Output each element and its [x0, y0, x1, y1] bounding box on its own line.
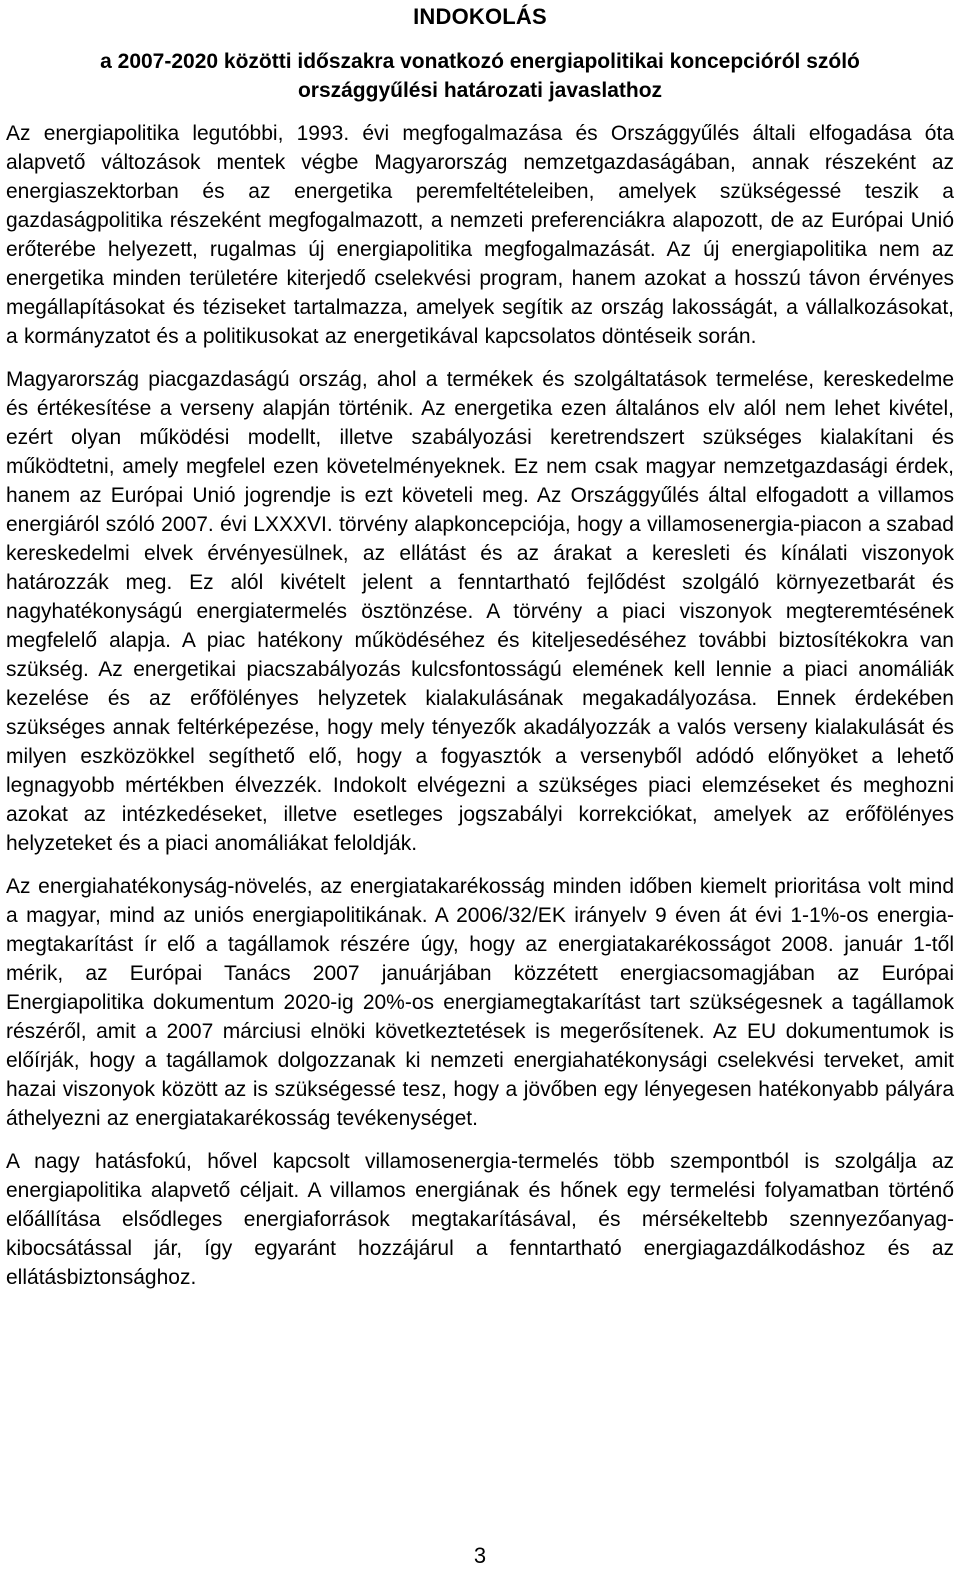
document-subtitle: a 2007-2020 közötti időszakra vonatkozó energiapolitikai koncepcióról szóló országgyűlési határozati javaslathoz	[100, 50, 860, 102]
document-title: INDOKOLÁS	[413, 4, 547, 29]
paragraph-3: Az energiahatékonyság-növelés, az energiatakarékosság minden időben kiemelt prioritása volt mind a magyar, mind az uniós energiapolitikának. A 2006/32/EK irányelv 9 éven át évi 1-1%-os energia-megtakarítást ír elő a tagállamok részére úgy, hogy az energiatakarékosságot 2008. január 1-től mérik, az Európai Tanács 2007 januárjában közzétett energiacsomagjában az Európai Energiapolitika dokumentum 2020-ig 20%-os energiamegtakarítást tart szükségesnek a tagállamok részéről, amit a 2007 márciusi elnöki következtetések is megerősítenek. Az EU dokumentumok is előírják, hogy a tagállamok dolgozzanak ki nemzeti energiahatékonysági cselekvési terveket, amit hazai viszonyok között az is szükségessé tesz, hogy a jövőben egy lényegesen hatékonyabb pályára áthelyezni az energiatakarékosság tevékenységet.	[6, 875, 954, 1130]
paragraph-1: Az energiapolitika legutóbbi, 1993. évi megfogalmazása és Országgyűlés általi elfogadása óta alapvető változások mentek végbe Magyarország nemzetgazdaságában, annak részeként az energiaszektorban és az energetika peremfeltételeiben, amelyek szükségessé teszik a gazdaságpolitika részeként megfogalmazott, a nemzeti preferenciákra alapozott, de az Európai Unió erőterébe helyezett, rugalmas új energiapolitika megfogalmazását. Az új energiapolitika nem az energetika minden területére kiterjedő cselekvési program, hanem azokat a hosszú távon érvényes megállapításokat és téziseket tartalmazza, amelyek segítik az ország lakosságát, a vállalkozásokat, a kormányzatot és a politikusokat az energetikával kapcsolatos döntéseik során.	[6, 122, 954, 348]
paragraph-2: Magyarország piacgazdaságú ország, ahol a termékek és szolgáltatások termelése, kereskedelme és értékesítése a verseny alapján történik. Az energetika ezen általános elv alól nem lehet kivétel, ezért olyan működési modellt, illetve szabályozási keretrendszert szükséges kialakítani és működtetni, amely megfelel ezen követelményeknek. Ez nem csak magyar nemzetgazdasági érdek, hanem az Európai Unió jogrendje is ezt követeli meg. Az Országgyűlés által elfogadott a villamos energiáról szóló 2007. évi LXXXVI. törvény alapkoncepciója, hogy a villamosenergia-piacon a szabad kereskedelmi elvek érvényesülnek, az ellátást és az árakat a keresleti és kínálati viszonyok határozzák meg. Ez alól kivételt jelent a fenntartható fejlődést szolgáló környezetbarát és nagyhatékonyságú energiatermelés ösztönzése. A törvény a piaci viszonyok megteremtésének megfelelő alapja. A piac hatékony működéséhez és kiteljesedéséhez további biztosítékokra van szükség. Az energetikai piacszabályozás kulcsfontosságú elemének kell lennie a piaci anomáliák kezelése és az erőfölényes helyzetek kialakulásának megakadályozása. Ennek érdekében szükséges annak feltérképezése, hogy mely tényezők akadályozzák a valós verseny kialakulását és milyen eszközökkel segíthető elő, hogy a fogyasztók a versenyből adódó előnyöket a lehető legnagyobb mértékben élvezzék. Indokolt elvégezni a szükséges piaci elemzéseket és meghozni azokat az intézkedéseket, illetve esetleges jogszabályi korrekciókat, amelyek az erőfölényes helyzeteket és a piaci anomáliákat feloldják.	[6, 368, 954, 855]
page-number: 3	[473, 1543, 487, 1568]
paragraph-4: A nagy hatásfokú, hővel kapcsolt villamosenergia-termelés több szempontból is szolgálja az energiapolitika alapvető céljait. A villamos energiának és hőnek egy termelési folyamatban történő előállítása elsődleges energiaforrások megtakarításával, és mérsékeltebb szennyezőanyag-kibocsátással jár, így egyaránt hozzájárul a fenntartható energiagazdálkodáshoz és az ellátásbiztonsághoz.	[6, 1150, 954, 1289]
document-page	[6, 0, 954, 1292]
